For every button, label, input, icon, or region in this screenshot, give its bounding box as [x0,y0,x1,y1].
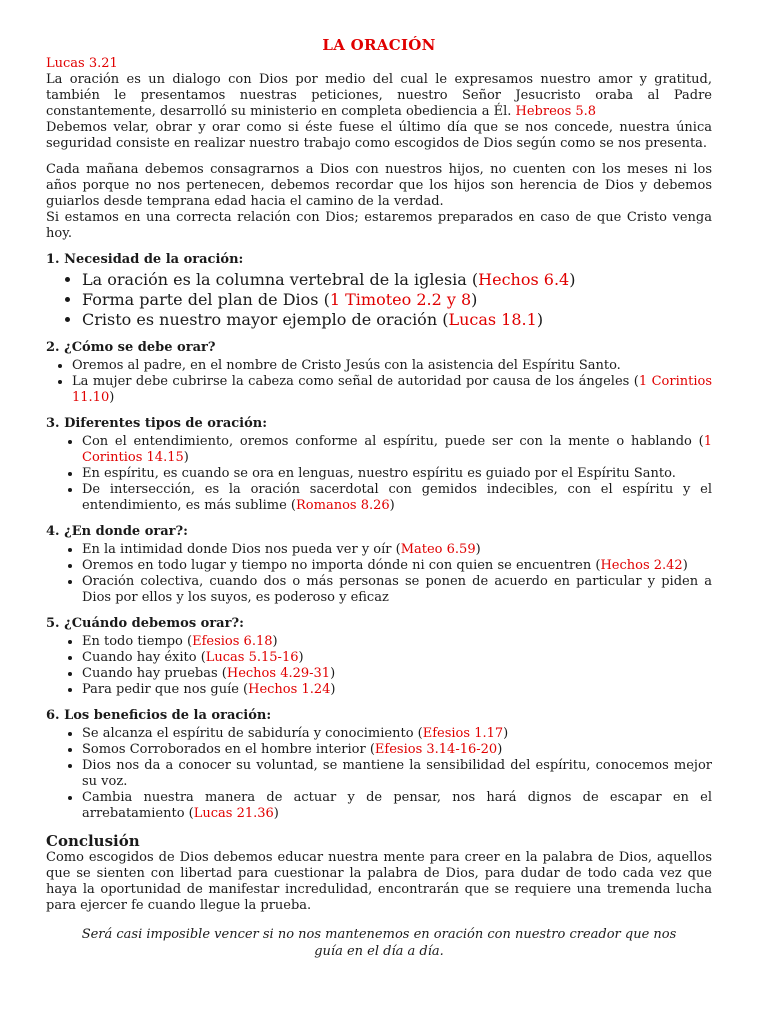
section-heading: 6. Los beneficios de la oración: [46,708,272,723]
list-item: • Dios nos da a conocer su voluntad, se mantiene la sensibilidad del espíritu, conocemos mejor su voz. [82,758,712,790]
scripture-reference: Hechos 4.29-31 [226,666,331,681]
list-item: • Cuando hay éxito (Lucas 5.15-16) [82,650,712,666]
list-item: • Cuando hay pruebas (Hechos 4.29-31) [82,666,712,682]
section-heading: 4. ¿En donde orar?: [46,524,188,539]
closing-statement: Será casi imposible vencer si no nos mantenemos en oración con nuestro creador que nos guía en el día a día. [81,927,677,959]
section-list [46,358,712,406]
scripture-reference: Lucas 3.21 [46,56,118,71]
list-item: • La mujer debe cubrirse la cabeza como señal de autoridad por causa de los ángeles (1 Corintios 11.10) [72,374,712,406]
intro-paragraph-4: Si estamos en una correcta relación con Dios; estaremos preparados en caso de que Cristo venga hoy. [46,210,712,241]
scripture-reference: 1 Corintios 11.10 [72,374,712,405]
section-list [46,270,712,330]
intro-paragraph-1: La oración es un dialogo con Dios por medio del cual le expresamos nuestro amor y gratitud, también le presentamos nuestras peticiones, nuestro Señor Jesucristo oraba al Padre constantemente, desarrolló su ministerio en completa obediencia a Él. Hebreos 5.8 [46,72,712,119]
scripture-reference: Hechos 1.24 [248,682,331,697]
section-list [46,542,712,606]
conclusion-paragraph: Como escogidos de Dios debemos educar nuestra mente para creer en la palabra de Dios, aquellos que se sienten con libertad para cuestionar la palabra de Dios, para dudar de todo cada vez que haya la oportunidad de manifestar incredulidad, encontrarán que se requiere una tremenda lucha para ejercer fe cuando llegue la prueba. [46,850,712,913]
section-heading: 3. Diferentes tipos de oración: [46,416,268,431]
scripture-reference: Mateo 6.59 [400,542,476,557]
section-heading: 1. Necesidad de la oración: [46,252,244,267]
list-item: • En la intimidad donde Dios nos pueda ver y oír (Mateo 6.59) [82,542,712,558]
list-item: • Somos Corroborados en el hombre interior (Efesios 3.14-16-20) [82,742,712,758]
scripture-reference: Efesios 3.14-16-20 [374,742,498,757]
list-item: • Se alcanza el espíritu de sabiduría y conocimiento (Efesios 1.17) [82,726,712,742]
intro-reference [46,56,712,72]
list-item: • Oremos en todo lugar y tiempo no importa dónde ni con quien se encuentren (Hechos 2.42) [82,558,712,574]
page-title: LA ORACIÓN [322,36,436,54]
list-item: • Forma parte del plan de Dios (1 Timoteo 2.2 y 8) [82,290,712,310]
intro-paragraph-3: Cada mañana debemos consagrarnos a Dios con nuestros hijos, no cuenten con los meses ni los años porque no nos pertenecen, debemos recordar que los hijos son herencia de Dios y debemos guiarlos desde temprana edad hacia el camino de la verdad. [46,162,712,209]
scripture-reference: Romanos 8.26 [296,498,390,513]
scripture-reference: Lucas 18.1 [448,310,537,329]
scripture-reference: Hebreos 5.8 [515,104,597,119]
list-item: • La oración es la columna vertebral de la iglesia (Hechos 6.4) [82,270,712,290]
scripture-reference: Efesios 1.17 [422,726,504,741]
scripture-reference: 1 Corintios 14.15 [82,434,712,465]
scripture-reference: Hechos 2.42 [600,558,683,573]
scripture-reference: Lucas 5.15-16 [205,650,299,665]
section-list [46,634,712,698]
intro-paragraph-2: Debemos velar, obrar y orar como si éste fuese el último día que se nos concede, nuestra única seguridad consiste en realizar nuestro trabajo como escogidos de Dios según como se nos presenta. [46,120,712,151]
scripture-reference: Hechos 6.4 [478,270,570,289]
list-item: • Oración colectiva, cuando dos o más personas se ponen de acuerdo en particular y piden a Dios por ellos y los suyos, es poderoso y eficaz [82,574,712,606]
section-list [46,434,712,514]
list-item: • Cristo es nuestro mayor ejemplo de oración (Lucas 18.1) [82,310,712,330]
section-heading: 2. ¿Cómo se debe orar? [46,340,216,355]
scripture-reference: Lucas 21.36 [193,806,274,821]
scripture-reference: Efesios 6.18 [192,634,273,649]
scripture-reference: 1 Timoteo 2.2 y 8 [329,290,472,309]
section-list [46,726,712,822]
section-heading: 5. ¿Cuándo debemos orar?: [46,616,244,631]
list-item: • Oremos al padre, en el nombre de Cristo Jesús con la asistencia del Espíritu Santo. [72,358,712,374]
list-item: • En todo tiempo (Efesios 6.18) [82,634,712,650]
list-item: • Para pedir que nos guíe (Hechos 1.24) [82,682,712,698]
list-item: • De intersección, es la oración sacerdotal con gemidos indecibles, con el espíritu y el entendimiento, es más sublime (Romanos 8.26) [82,482,712,514]
list-item: • Cambia nuestra manera de actuar y de pensar, nos hará dignos de escapar en el arrebatamiento (Lucas 21.36) [82,790,712,822]
list-item: • En espíritu, es cuando se ora en lenguas, nuestro espíritu es guiado por el Espíritu Santo. [82,466,712,482]
conclusion-heading: Conclusión [46,832,140,850]
list-item: • Con el entendimiento, oremos conforme al espíritu, puede ser con la mente o hablando (1 Corintios 14.15) [82,434,712,466]
